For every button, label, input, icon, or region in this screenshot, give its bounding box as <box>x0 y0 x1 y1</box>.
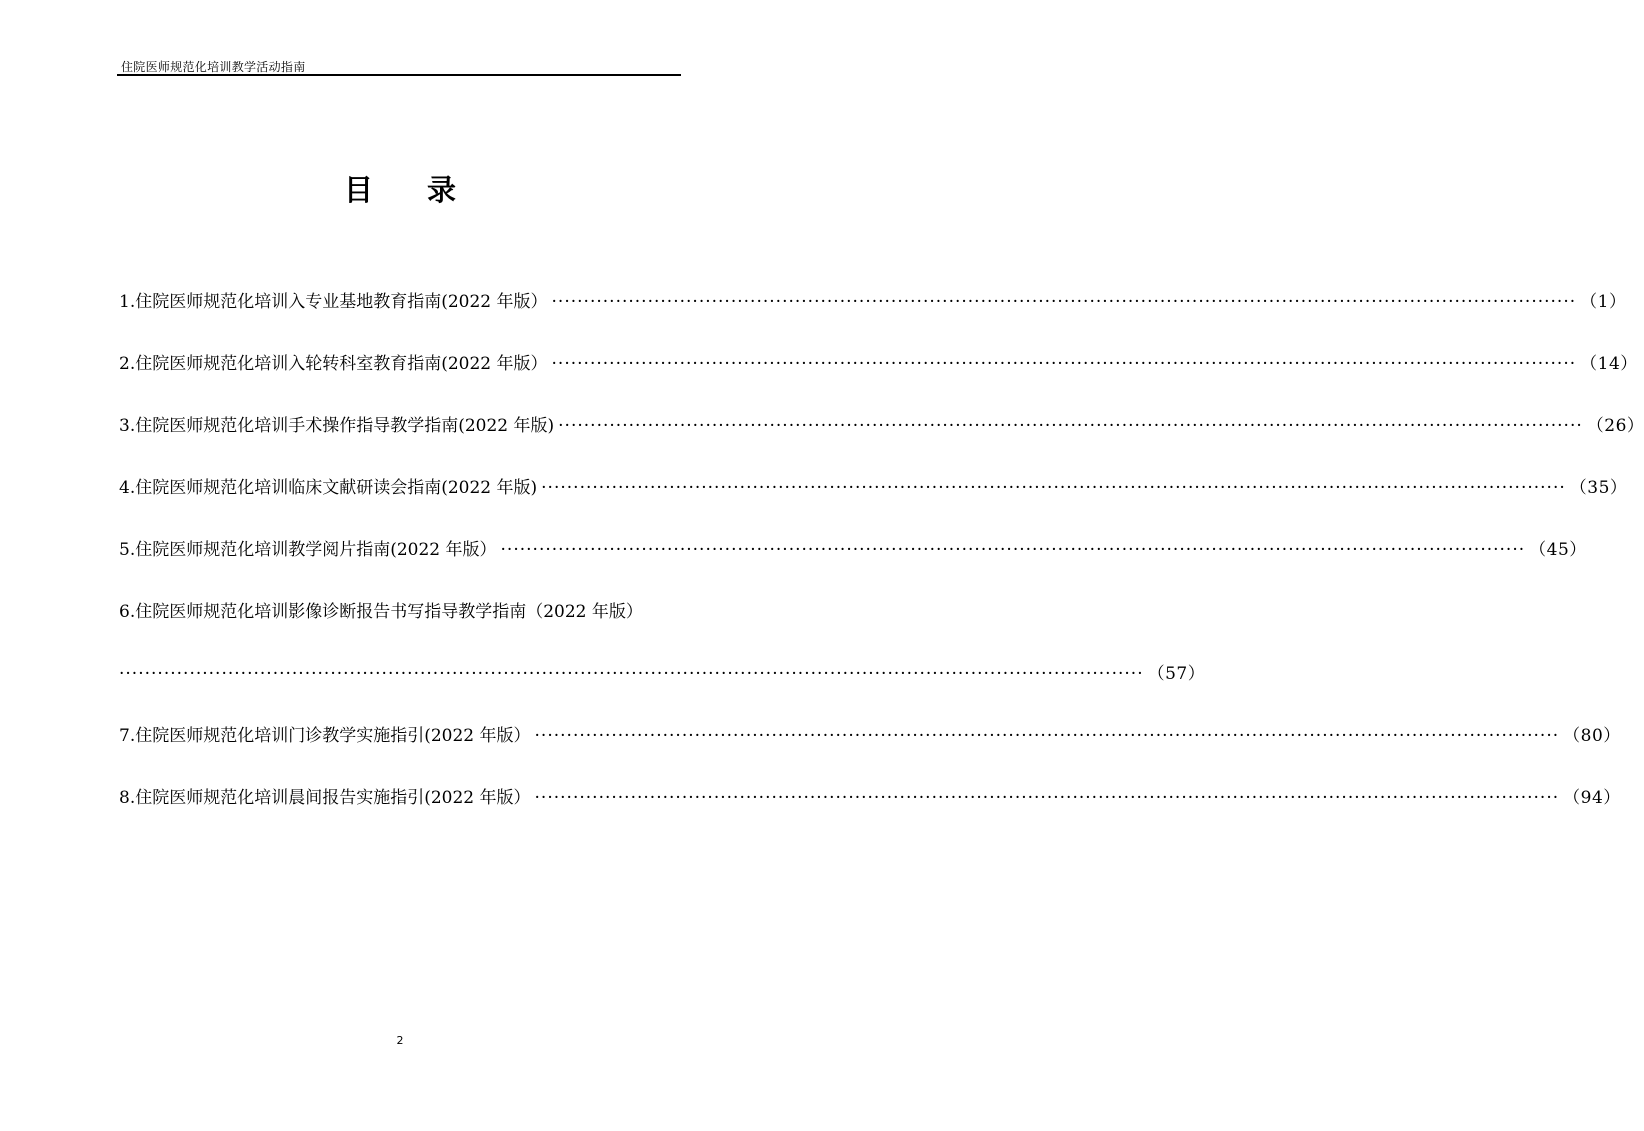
toc-leader-dots: ································································································································································ <box>541 478 1566 498</box>
running-header: 住院医师规范化培训教学活动指南 <box>121 60 306 74</box>
toc-entry-title: 1.住院医师规范化培训入专业基地教育指南(2022 年版） <box>119 292 548 312</box>
page-number: 2 <box>396 1034 404 1047</box>
toc-leader-dots: ································································································································································ <box>551 292 1577 312</box>
toc-entry-title: 3.住院医师规范化培训手术操作指导教学指南(2022 年版) <box>119 416 555 436</box>
toc-leader-dots: ································································································································································ <box>551 354 1577 374</box>
toc-entry-page: （45） <box>1529 540 1587 560</box>
toc-entry-title: 4.住院医师规范化培训临床文献研读会指南(2022 年版) <box>119 478 538 498</box>
toc-entry-title: 5.住院医师规范化培训教学阅片指南(2022 年版） <box>119 540 497 560</box>
toc-entry-title: 6.住院医师规范化培训影像诊断报告书写指导教学指南（2022 年版） <box>119 602 643 622</box>
toc-entry-page: （14） <box>1580 354 1638 374</box>
toc-leader-dots: ································································································································································ <box>534 726 1560 746</box>
toc-entry-page: （26） <box>1586 416 1644 436</box>
header-rule <box>117 74 681 76</box>
toc-entry-title: 2.住院医师规范化培训入轮转科室教育指南(2022 年版） <box>119 354 548 374</box>
toc-entry-page: （1） <box>1580 292 1627 312</box>
toc-leader-dots: ································································································································································ <box>500 540 1526 560</box>
toc-entry-3[interactable] <box>119 414 1644 438</box>
toc-leader-dots: ································································································································································ <box>558 416 1583 436</box>
toc-entry-2[interactable] <box>119 352 1638 376</box>
toc-entry-title: 8.住院医师规范化培训晨间报告实施指引(2022 年版） <box>119 788 531 808</box>
toc-entry-5[interactable] <box>119 538 1587 562</box>
toc-entry-4[interactable] <box>119 476 1628 500</box>
toc-leader-dots: ································································································································································ <box>534 788 1560 808</box>
toc-entry-8[interactable] <box>119 786 1621 810</box>
toc-entry-6[interactable] <box>119 600 1206 686</box>
toc-title: 目录 <box>343 173 510 207</box>
toc-entry-title: 7.住院医师规范化培训门诊教学实施指引(2022 年版） <box>119 726 531 746</box>
toc-entry-page: （94） <box>1563 788 1621 808</box>
toc-entry-page: （35） <box>1569 478 1628 498</box>
toc-list <box>119 290 1644 848</box>
toc-entry-page: （57） <box>1147 664 1206 684</box>
toc-entry-1[interactable] <box>119 290 1627 314</box>
toc-entry-7[interactable] <box>119 724 1621 748</box>
toc-entry-page: （80） <box>1563 726 1621 746</box>
toc-leader-dots: ································································································································································ <box>119 664 1144 684</box>
